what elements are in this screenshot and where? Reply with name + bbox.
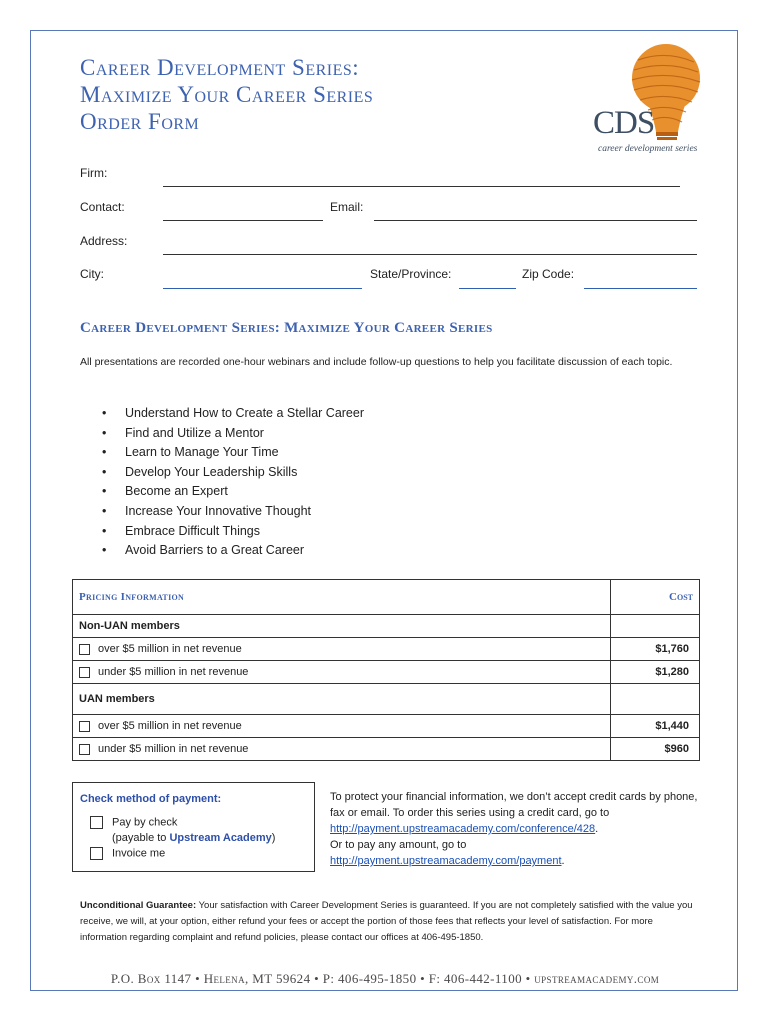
zip-field[interactable] [584,288,697,289]
table-row [73,615,700,638]
list-item [100,463,364,483]
price-value: $1,280 [611,661,700,684]
firm-field[interactable] [163,186,680,187]
payable-note: (payable to Upstream Academy) [112,832,276,844]
table-header-row [73,580,700,615]
topic-label: Avoid Barriers to a Great Career [125,543,305,558]
invoice-me-checkbox[interactable] [90,847,103,860]
title-line-3: Order Form [80,109,200,134]
topic-label: Embrace Difficult Things [125,523,261,538]
zip-label: Zip Code: [522,267,575,281]
firm-label: Firm: [80,166,108,180]
bullet-icon: • [102,523,107,538]
contact-label: Contact: [80,200,125,214]
price-value: $960 [611,738,700,761]
bullet-icon: • [102,543,107,558]
general-payment-link[interactable]: http://payment.upstreamacademy.com/payment [330,855,562,867]
address-label: Address: [80,234,128,248]
topic-list [100,404,364,561]
price-value: $1,760 [611,638,700,661]
guarantee-text: Unconditional Guarantee: Your satisfaction with Career Development Series is guaranteed. If you are not completely satisfied with the value you receive, we will, at your option, either refund your fees or accept the portion of those fees that reflects your level of satisfaction. For more information regarding complaint and refund policies, please contact our offices at 406-495-1850. [80,900,693,943]
option-label: under $5 million in net revenue [98,666,249,678]
state-field[interactable] [459,288,516,289]
bullet-icon: • [102,503,107,518]
list-item [100,541,364,561]
list-item [100,404,364,424]
table-row [73,661,700,684]
pricing-table [72,579,700,761]
table-row [73,738,700,761]
topic-label: Find and Utilize a Mentor [125,425,264,440]
cost-heading: Cost [611,580,700,615]
page-title [80,54,373,135]
bullet-icon: • [102,425,107,440]
series-intro: All presentations are recorded one-hour webinars and include follow-up questions to help you facilitate discussion of each topic. [80,356,673,368]
list-item [100,482,364,502]
non-uan-over-5m-checkbox[interactable] [79,644,90,655]
invoice-option [90,847,165,860]
table-row [73,638,700,661]
uan-over-5m-checkbox[interactable] [79,721,90,732]
title-line-1: Career Development Series: [80,55,360,80]
group-label-uan: UAN members [73,684,611,715]
price-value: $1,440 [611,715,700,738]
email-label: Email: [330,200,364,214]
pay-by-check-label: Pay by check [112,816,178,829]
invoice-label: Invoice me [112,847,166,860]
topic-label: Develop Your Leadership Skills [125,464,298,479]
list-item [100,443,364,463]
list-item [100,424,364,444]
email-field[interactable] [374,220,697,221]
option-label: over $5 million in net revenue [98,643,242,655]
footer-contact: P.O. Box 1147 • Helena, MT 59624 • P: 406-495-1850 • F: 406-442-1100 • upstreamacademy.com [110,971,660,986]
bullet-icon: • [102,484,107,499]
payable-name: Upstream Academy [169,832,272,844]
cds-logo [588,40,718,160]
bullet-icon: • [102,445,107,460]
title-line-2: Maximize Your Career Series [80,82,374,107]
topic-label: Increase Your Innovative Thought [125,503,312,518]
option-label: under $5 million in net revenue [98,743,249,755]
pay-by-check-option [90,816,177,829]
pay-by-check-checkbox[interactable] [90,816,103,829]
table-row [73,715,700,738]
list-item [100,502,364,522]
table-row [73,684,700,715]
conference-payment-link[interactable]: http://payment.upstreamacademy.com/conference/428 [330,823,596,835]
option-label: over $5 million in net revenue [98,720,242,732]
bullet-icon: • [102,406,107,420]
list-item [100,522,364,542]
logo-tagline: career development series [598,144,698,154]
payment-title: Check method of payment: [80,793,222,805]
series-heading: Career Development Series: Maximize Your Career Series [80,320,493,336]
bullet-icon: • [102,464,107,479]
city-field[interactable] [163,288,362,289]
topic-label: Become an Expert [125,484,228,499]
contact-field[interactable] [163,220,323,221]
credit-card-note: To protect your financial information, we don’t accept credit cards by phone, fax or email. To order this series using a credit card, go to http://payment.upstreamacademy.com/conference/428. Or to pay any amount, go to http://payment.upstreamacademy.com/payment. [330,791,698,867]
topic-label: Learn to Manage Your Time [125,445,279,460]
guarantee-label: Unconditional Guarantee: [80,900,197,911]
address-field[interactable] [163,254,697,255]
topic-label: Understand How to Create a Stellar Career [125,406,365,420]
non-uan-under-5m-checkbox[interactable] [79,667,90,678]
uan-under-5m-checkbox[interactable] [79,744,90,755]
state-label: State/Province: [370,267,452,281]
group-label-non-uan: Non-UAN members [73,615,611,638]
city-label: City: [80,267,104,281]
logo-text: CDS [593,105,655,141]
pricing-heading: Pricing Information [73,580,611,615]
